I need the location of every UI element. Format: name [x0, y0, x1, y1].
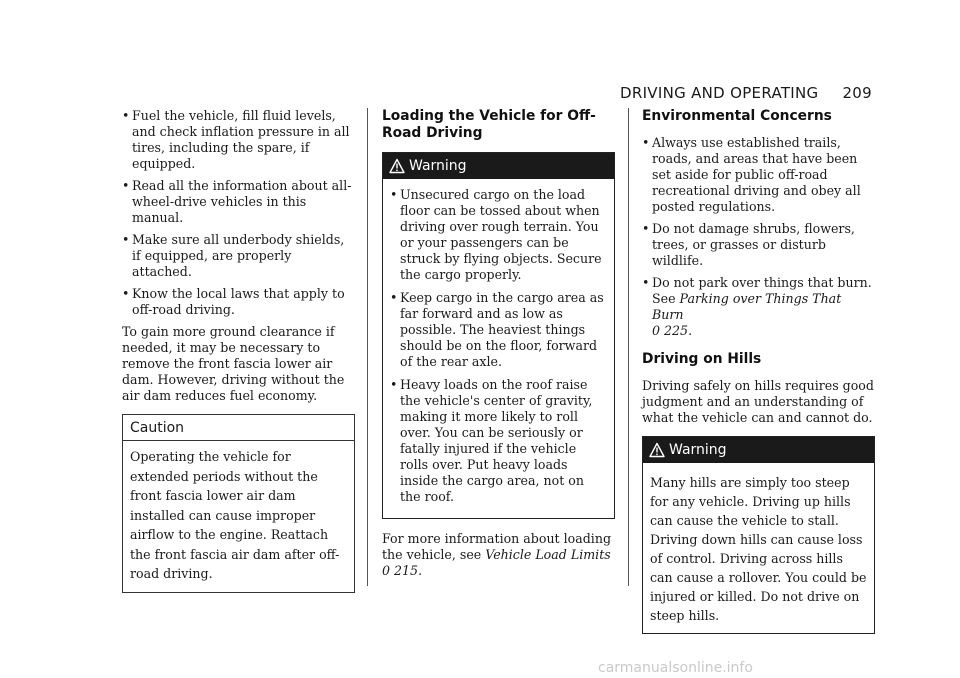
parking-over-things-link[interactable]: Parking over Things That Burn	[652, 291, 842, 322]
load-limits-paragraph: For more information about loading the vehicle, see Vehicle Load Limits 0 215.	[382, 531, 611, 578]
warning-header	[643, 437, 874, 463]
warning-content	[383, 179, 614, 518]
warning-title: Warning	[669, 442, 727, 458]
column-1	[122, 108, 355, 593]
bullet-icon: •	[390, 187, 398, 202]
warning-title: Warning	[409, 158, 467, 174]
column-2	[382, 108, 615, 589]
list-item: • Know the local laws that apply to off-road driving.	[122, 286, 345, 317]
bullet-icon: •	[390, 377, 398, 392]
page-reference: 0 225	[652, 323, 689, 338]
clearance-paragraph: To gain more ground clearance if needed, it may be necessary to remove the front fascia lower air dam. However, driving without the air dam reduces fuel economy.	[122, 324, 345, 403]
caution-title: Caution	[123, 415, 354, 441]
list-item: • Read all the information about all-wheel-drive vehicles in this manual.	[122, 178, 352, 225]
hills-paragraph: Driving safely on hills requires good judgment and an understanding of what the vehicle can and cannot do.	[642, 378, 874, 425]
bullet-icon: •	[122, 286, 130, 301]
list-item: • Unsecured cargo on the load floor can be tossed about when driving over rough terrain. You or your passengers can be struck by flying objects. Secure the cargo properly.	[390, 187, 602, 282]
bullet-icon: •	[122, 232, 130, 247]
vehicle-load-limits-link[interactable]: Vehicle Load Limits	[485, 547, 611, 562]
warning-triangle-icon	[649, 442, 665, 458]
section-title: DRIVING AND OPERATING	[620, 84, 819, 102]
bullet-icon: •	[642, 221, 650, 236]
section-heading: Driving on Hills	[642, 351, 762, 367]
section-heading: Environmental Concerns	[642, 108, 832, 124]
environment-list	[642, 135, 875, 339]
bullet-icon: •	[390, 290, 398, 305]
warning-text: Many hills are simply too steep for any vehicle. Driving up hills can cause the vehicle to stall. Driving down hills can cause loss of control. Driving across hills can cause a rollover. You could be injured or killed. Do not drive on steep hills.	[650, 475, 867, 623]
list-item: • Keep cargo in the cargo area as far forward and as low as possible. The heaviest things should be on the floor, forward of the rear axle.	[390, 290, 604, 369]
warning-box	[382, 152, 615, 519]
list-item: • Always use established trails, roads, and areas that have been set aside for public off-road recreational driving and obey all posted regulations.	[642, 135, 861, 214]
column-divider	[367, 108, 368, 586]
warning-triangle-icon	[389, 158, 405, 174]
page-number: 209	[842, 84, 872, 102]
page-reference: 0 215	[382, 563, 419, 578]
warning-list	[390, 187, 607, 505]
list-item: • Make sure all underbody shields, if equipped, are properly attached.	[122, 232, 345, 279]
caution-box	[122, 414, 355, 593]
section-heading: Loading the Vehicle for Off-Road Driving	[382, 108, 596, 141]
preparation-list	[122, 108, 355, 318]
bullet-icon: •	[122, 108, 130, 123]
list-item: • Heavy loads on the roof raise the vehicle's center of gravity, making it more likely to roll over. You can be seriously or fatally injured if the vehicle rolls over. Put heavy loads inside the cargo area, not on the roof.	[390, 377, 593, 504]
bullet-icon: •	[642, 135, 650, 150]
warning-box	[642, 436, 875, 634]
list-item: • Do not damage shrubs, flowers, trees, or grasses or disturb wildlife.	[642, 221, 855, 268]
page-header	[620, 84, 872, 104]
warning-header	[383, 153, 614, 179]
bullet-icon: •	[122, 178, 130, 193]
caution-text: Operating the vehicle for extended periods without the front fascia lower air dam installed can cause improper airflow to the engine. Reattach the front fascia air dam after off-road driving.	[130, 449, 340, 581]
list-item: • Do not park over things that burn. See Parking over Things That Burn 0 225.	[642, 275, 872, 338]
column-divider	[628, 108, 629, 586]
list-item: • Fuel the vehicle, fill fluid levels, and check inflation pressure in all tires, including the spare, if equipped.	[122, 108, 350, 171]
bullet-icon: •	[642, 275, 650, 290]
column-3	[642, 108, 875, 646]
watermark: carmanualsonline.info	[598, 660, 753, 676]
